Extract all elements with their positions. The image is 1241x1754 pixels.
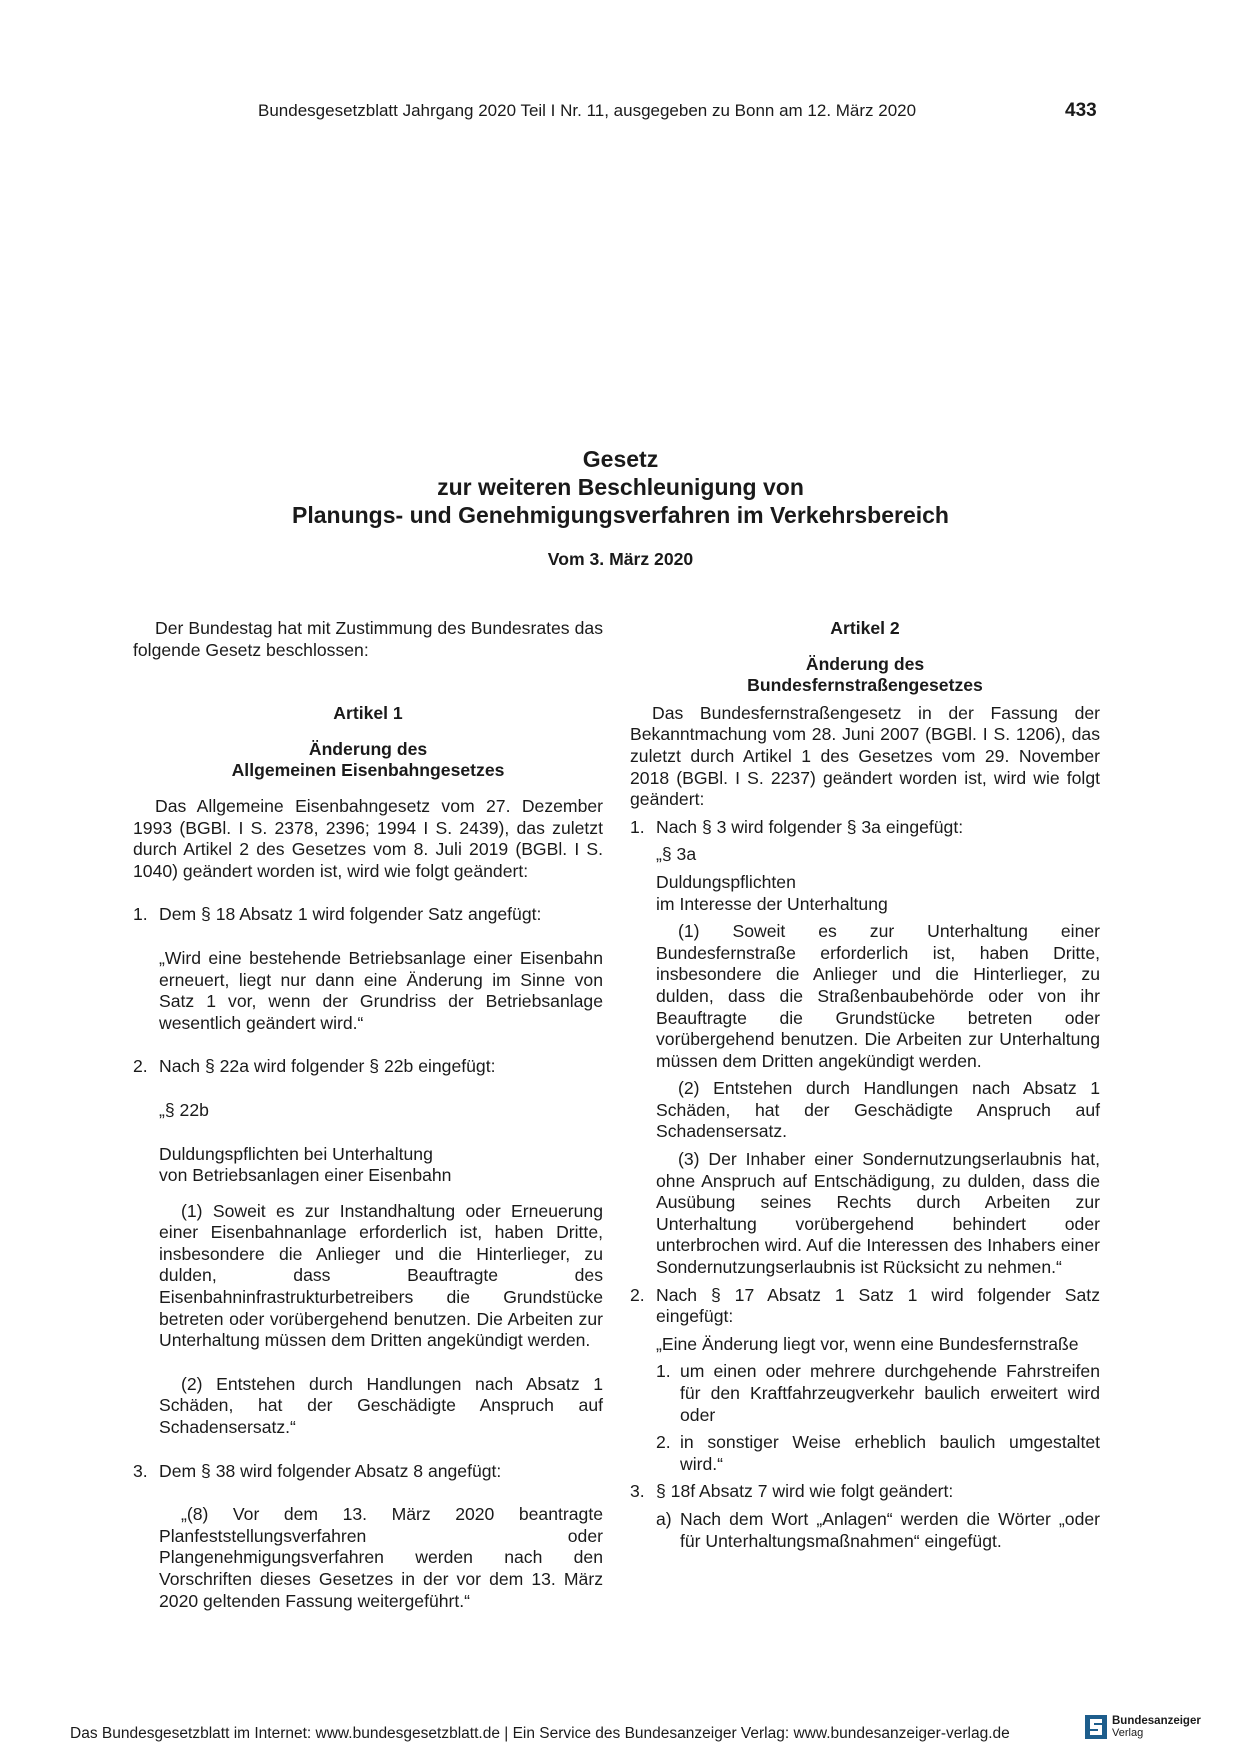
list-item-1 [630, 817, 1100, 839]
section-3a-paragraph-1: (1) Soweit es zur Unterhaltung einer Bundesfernstraße erforderlich ist, haben Dritte, insbesondere die Anlieger und die Hinterlieger, zu dulden, dass die Straßenbaubehörde oder von ihr Beauftragte die Grundstücke betreten oder vorübergehend benutzen. Die Arbeiten zur Unterhaltung müssen dem Dritten angekündigt werden. [656, 921, 1100, 1071]
list-item-number: 2. [133, 1056, 148, 1077]
sub-item-number: 2. [656, 1432, 671, 1453]
section-22b-label: „§ 22b [159, 1099, 209, 1120]
logo-line-2: Verlag [1112, 1727, 1144, 1739]
logo-line-1: Bundesanzeiger [1112, 1715, 1201, 1727]
list-item-number: 1. [630, 816, 645, 837]
list-item-text: Dem § 18 Absatz 1 wird folgender Satz angefügt: [159, 904, 542, 925]
list-item-3 [630, 1481, 1100, 1503]
footer-text: Das Bundesgesetzblatt im Internet: www.bundesgesetzblatt.de | Ein Service des Bundesanzeiger Verlag: www.bundesanzeiger-verlag.de [70, 1725, 1010, 1742]
law-title-block [0, 445, 1241, 571]
article-2-label: Artikel 2 [830, 618, 900, 638]
list-item-text: Nach § 22a wird folgender § 22b eingefügt: [159, 1056, 496, 1077]
sub-item-text: Nach dem Wort „Anlagen“ werden die Wörter „oder für Unterhaltungsmaßnahmen“ eingefügt. [680, 1508, 1100, 1551]
running-title: Bundesgesetzblatt Jahrgang 2020 Teil I Nr. 11, ausgegeben zu Bonn am 12. März 2020 [258, 101, 917, 120]
list-item-number: 1. [133, 904, 148, 925]
law-title-line-3: Planungs- und Genehmigungsverfahren im Verkehrsbereich [292, 502, 949, 528]
quoted-paragraph-8: „(8) Vor dem 13. März 2020 beantragte Planfeststellungsverfahren oder Plangenehmigungsverfahren werden nach den Vorschriften dieses Gesetzes in der vor dem 13. März 2020 geltenden Fassung weitergeführt.“ [159, 1504, 603, 1611]
law-title-line-2: zur weiteren Beschleunigung von [437, 474, 804, 500]
section-3a-paragraph-2: (2) Entstehen durch Handlungen nach Absatz 1 Schäden, hat der Geschädigte Anspruch auf Schadensersatz. [656, 1078, 1100, 1142]
section-22b-paragraph-1: (1) Soweit es zur Instandhaltung oder Erneuerung einer Eisenbahnanlage erforderlich ist, haben Dritte, insbesondere die Anlieger und die Hinterlieger, zu dulden, dass Beauftragte des Eisenbahninfrastrukturbetreibers die Grundstücke betreten oder vorübergehend benutzen. Die Arbeiten zur Unterhaltung müssen dem Dritten angekündigt werden. [159, 1200, 603, 1351]
section-3a-heading-1: Duldungspflichten [656, 871, 796, 892]
bundesanzeiger-logo-icon [1085, 1715, 1107, 1739]
list-item-text: Nach § 17 Absatz 1 Satz 1 wird folgender Satz eingefügt: [656, 1284, 1100, 1327]
section-3a-heading-2: im Interesse der Unterhaltung [656, 893, 888, 914]
sub-item-2 [656, 1432, 1100, 1475]
law-title-line-1: Gesetz [582, 446, 659, 472]
list-item-number: 3. [133, 1460, 148, 1481]
sub-item-number: a) [656, 1508, 672, 1529]
article-1-label: Artikel 1 [333, 703, 403, 724]
sub-item-1 [656, 1361, 1100, 1426]
section-3a-paragraph-3: (3) Der Inhaber einer Sondernutzungserlaubnis hat, ohne Anspruch auf Entschädigung, zu dulden, dass die Ausübung seines Rechts durch Arbeiten zur Unterhaltung vorübergehend behindert oder unterbrochen wird. Auf die Interessen des Inhabers einer Sondernutzungserlaubnis ist Rücksicht zu nehmen.“ [656, 1149, 1100, 1278]
list-item-2 [133, 1056, 603, 1078]
sub-item-number: 1. [656, 1361, 671, 1382]
law-date: Vom 3. März 2020 [547, 549, 694, 569]
list-item-text: Dem § 38 wird folgender Absatz 8 angefügt: [159, 1460, 502, 1481]
sub-item-a [656, 1509, 1100, 1552]
list-item-text: § 18f Absatz 7 wird wie folgt geändert: [656, 1481, 954, 1502]
section-22b-paragraph-2: (2) Entstehen durch Handlungen nach Absatz 1 Schäden, hat der Geschädigte Anspruch auf Schadensersatz.“ [159, 1373, 603, 1438]
list-item-text: Nach § 3 wird folgender § 3a eingefügt: [656, 816, 964, 837]
preamble: Der Bundestag hat mit Zustimmung des Bundesrates das folgende Gesetz beschlossen: [133, 618, 603, 660]
sub-item-text: in sonstiger Weise erheblich baulich umgestaltet wird.“ [680, 1432, 1100, 1474]
quoted-sentence: „Eine Änderung liegt vor, wenn eine Bundesfernstraße [656, 1333, 1079, 1354]
right-column [630, 618, 1100, 1552]
sub-item-text: um einen oder mehrere durchgehende Fahrstreifen für den Kraftfahrzeugverkehr baulich erweitert wird oder [680, 1361, 1100, 1425]
quoted-sentence: „Wird eine bestehende Betriebsanlage einer Eisenbahn erneuert, liegt nur dann eine Änderung im Sinne von Satz 1 vor, wenn der Grundriss der Betriebsanlage wesentlich geändert wird.“ [159, 947, 603, 1033]
page-number: 433 [1065, 100, 1097, 121]
section-22b-heading-2: von Betriebsanlagen einer Eisenbahn [159, 1165, 452, 1186]
left-column [133, 618, 603, 1612]
article-1-heading-1: Änderung des [308, 738, 428, 759]
section-22b-heading-1: Duldungspflichten bei Unterhaltung [159, 1143, 433, 1164]
article-1-heading-2: Allgemeinen Eisenbahngesetzes [231, 760, 505, 781]
list-item-1 [133, 904, 603, 926]
list-item-number: 3. [630, 1481, 645, 1502]
article-2-heading-1: Änderung des [805, 653, 925, 674]
article-2-heading-2: Bundesfernstraßengesetzes [747, 675, 983, 696]
logo-wordmark [1112, 1715, 1201, 1739]
list-item-number: 2. [630, 1284, 645, 1305]
article-2-intro: Das Bundesfernstraßengesetz in der Fassung der Bekanntmachung vom 28. Juni 2007 (BGBl. I S. 1206), das zuletzt durch Artikel 1 des Gesetzes vom 29. November 2018 (BGBl. I S. 2237) geändert worden ist, wird wie folgt geändert: [630, 702, 1100, 810]
bundesanzeiger-logo [1085, 1715, 1201, 1739]
article-1-intro: Das Allgemeine Eisenbahngesetz vom 27. Dezember 1993 (BGBl. I S. 2378, 2396; 1994 I S. 2439), das zuletzt durch Artikel 2 des Gesetzes vom 8. Juli 2019 (BGBl. I S. 1040) geändert worden ist, wird wie folgt geändert: [133, 795, 603, 881]
list-item-3 [133, 1461, 603, 1483]
section-3a-label: „§ 3a [656, 844, 697, 865]
list-item-2 [630, 1285, 1100, 1328]
